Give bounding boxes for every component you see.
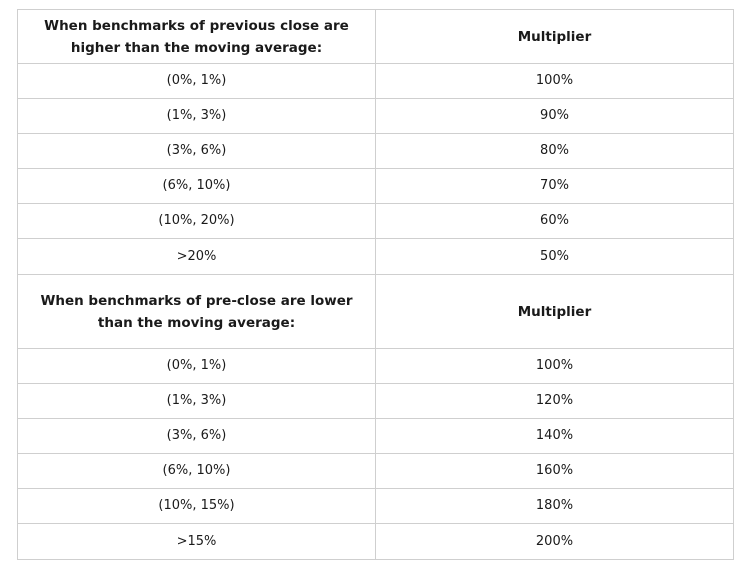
multiplier-cell: 90% xyxy=(376,99,734,134)
multiplier-cell: 70% xyxy=(376,169,734,204)
table-row xyxy=(18,524,734,560)
table-row xyxy=(18,204,734,239)
multiplier-cell: 200% xyxy=(376,524,734,560)
range-cell: (6%, 10%) xyxy=(18,454,376,489)
range-cell: (10%, 20%) xyxy=(18,204,376,239)
range-cell: >15% xyxy=(18,524,376,560)
table-row xyxy=(18,384,734,419)
multiplier-cell: 50% xyxy=(376,239,734,275)
range-cell: (0%, 1%) xyxy=(18,349,376,384)
multiplier-cell: 100% xyxy=(376,349,734,384)
section-header-higher xyxy=(18,10,734,64)
range-cell: (1%, 3%) xyxy=(18,99,376,134)
range-cell: (0%, 1%) xyxy=(18,64,376,99)
multiplier-table xyxy=(17,9,734,560)
multiplier-cell: 120% xyxy=(376,384,734,419)
condition-header-higher: When benchmarks of previous close are higher than the moving average: xyxy=(18,10,376,64)
condition-header-lower: When benchmarks of pre-close are lower than the moving average: xyxy=(18,275,376,349)
range-cell: (3%, 6%) xyxy=(18,419,376,454)
table-row xyxy=(18,64,734,99)
table-row xyxy=(18,349,734,384)
range-cell: >20% xyxy=(18,239,376,275)
range-cell: (10%, 15%) xyxy=(18,489,376,524)
multiplier-header-higher: Multiplier xyxy=(376,10,734,64)
table-row xyxy=(18,99,734,134)
table-row xyxy=(18,239,734,275)
multiplier-cell: 140% xyxy=(376,419,734,454)
multiplier-header-lower: Multiplier xyxy=(376,275,734,349)
multiplier-cell: 180% xyxy=(376,489,734,524)
multiplier-cell: 60% xyxy=(376,204,734,239)
multiplier-cell: 80% xyxy=(376,134,734,169)
table-row xyxy=(18,454,734,489)
table-row xyxy=(18,419,734,454)
range-cell: (3%, 6%) xyxy=(18,134,376,169)
multiplier-cell: 100% xyxy=(376,64,734,99)
table-row xyxy=(18,134,734,169)
table-row xyxy=(18,169,734,204)
section-header-lower xyxy=(18,275,734,349)
range-cell: (1%, 3%) xyxy=(18,384,376,419)
range-cell: (6%, 10%) xyxy=(18,169,376,204)
table-row xyxy=(18,489,734,524)
multiplier-cell: 160% xyxy=(376,454,734,489)
